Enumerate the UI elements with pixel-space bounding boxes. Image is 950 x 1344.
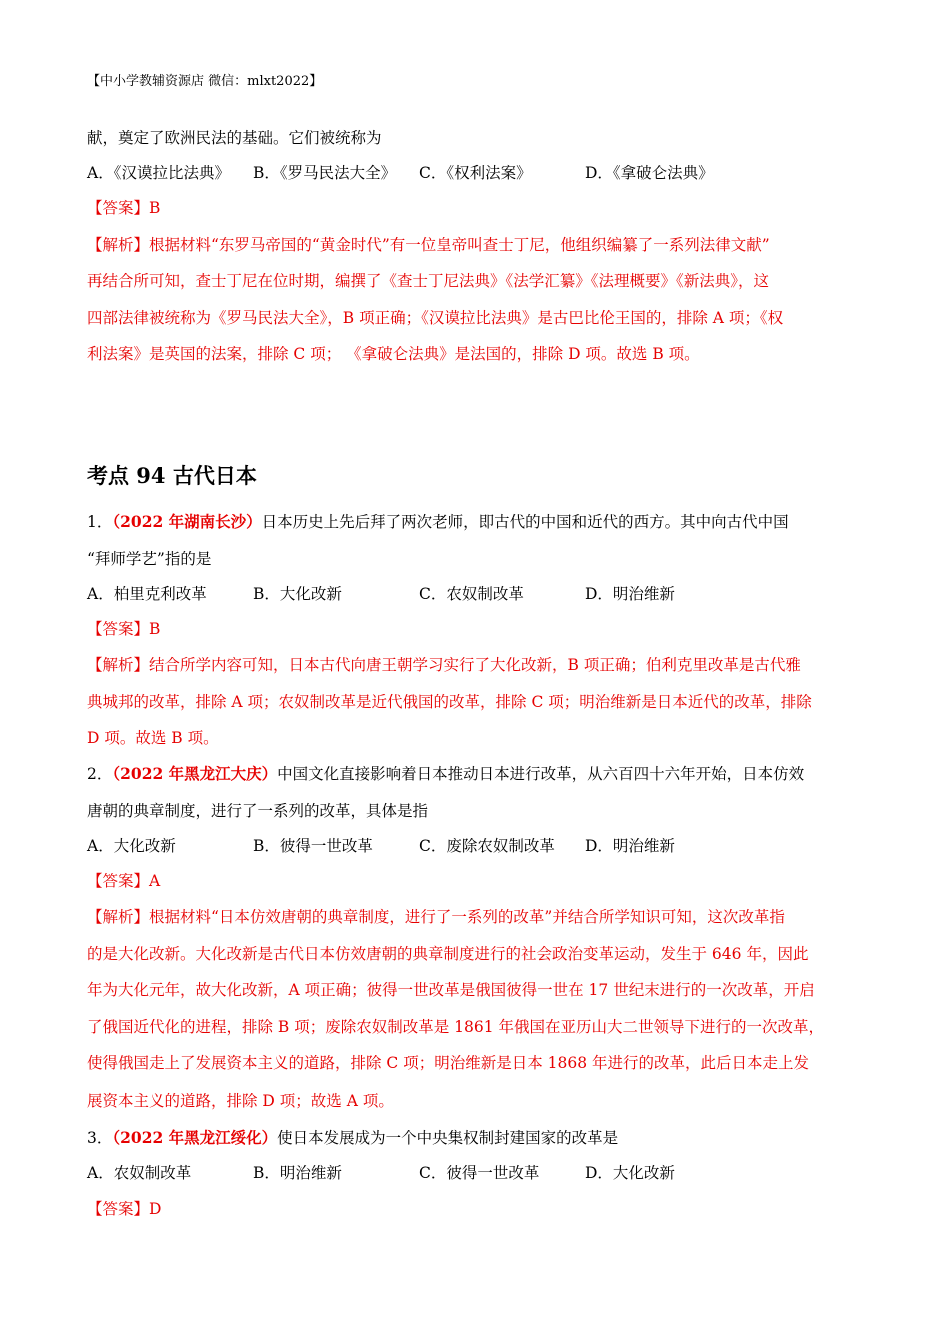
question-text: 日本历史上先后拜了两次老师，即古代的中国和近代的西方。其中向古代中国 <box>261 513 789 531</box>
question-text: 使日本发展成为一个中央集权制封建国家的改革是 <box>277 1129 619 1147</box>
option-a: A．大化改新 <box>87 837 176 855</box>
question-1-stem <box>87 512 789 532</box>
prev-stem-tail: 献，奠定了欧洲民法的基础。它们被统称为 <box>87 129 382 147</box>
question-2-options <box>87 836 675 856</box>
option-a: A．柏里克利改革 <box>87 585 207 603</box>
question-text-cont: 唐朝的典章制度，进行了一系列的改革，具体是指 <box>87 802 429 820</box>
option-a: A．《汉谟拉比法典》 <box>87 164 230 182</box>
question-text: 中国文化直接影响着日本推动日本进行改革，从六百四十六年开始，日本仿效 <box>277 765 805 783</box>
prev-analysis-line: 再结合所可知，查士丁尼在位时期，编撰了《查士丁尼法典》《法学汇纂》《法理概要》《新法典》，这 <box>87 272 770 290</box>
question-3-options <box>87 1163 675 1183</box>
question-number: 3． <box>87 1129 113 1147</box>
option-c: C．农奴制改革 <box>419 585 524 603</box>
watermark-header: 【中小学教辅资源店 微信：mlxt2022】 <box>87 74 323 89</box>
option-d: D．明治维新 <box>585 585 675 603</box>
question-2-analysis-line: 使得俄国走上了发展资本主义的道路，排除 C 项；明治维新是日本 1868 年进行的改革，此后日本走上发 <box>87 1054 810 1072</box>
question-2-analysis-line: 的是大化改新。大化改新是古代日本仿效唐朝的典章制度进行的社会政治变革运动，发生于 646 年，因此 <box>87 945 809 963</box>
question-1-analysis-line: 【解析】结合所学内容可知，日本古代向唐王朝学习实行了大化改新，B 项正确；伯利克里改革是古代雅 <box>87 656 801 674</box>
question-2-answer: 【答案】A <box>87 872 161 890</box>
prev-options <box>87 163 714 183</box>
option-a: A．农奴制改革 <box>87 1164 192 1182</box>
option-b: B．明治维新 <box>253 1164 342 1182</box>
question-text-cont: “拜师学艺”指的是 <box>87 550 212 568</box>
option-c: C．《权利法案》 <box>419 164 532 182</box>
option-b: B．彼得一世改革 <box>253 837 373 855</box>
question-2-analysis-line: 【解析】根据材料“日本仿效唐朝的典章制度，进行了一系列的改革”并结合所学知识可知，这次改革指 <box>87 908 785 926</box>
prev-analysis-line: 【解析】根据材料“东罗马帝国的“黄金时代”有一位皇帝叫查士丁尼，他组织编纂了一系列法律文献” <box>87 236 770 254</box>
question-2-analysis-line: 年为大化元年，故大化改新，A 项正确；彼得一世改革是俄国彼得一世在 17 世纪末进行的一次改革，开启 <box>87 981 815 999</box>
question-source: （2022 年湖南长沙） <box>112 512 262 531</box>
question-1-answer: 【答案】B <box>87 620 161 638</box>
section-title: 考点 94 古代日本 <box>87 463 257 488</box>
question-1-options <box>87 584 675 604</box>
option-b: B．《罗马民法大全》 <box>253 164 397 182</box>
question-number: 1． <box>87 513 113 531</box>
prev-analysis-line: 利法案》是英国的法案，排除 C 项； 《拿破仑法典》是法国的，排除 D 项。故选 B 项。 <box>87 345 700 363</box>
option-d: D．《拿破仑法典》 <box>585 164 714 182</box>
question-1-analysis-line: 典城邦的改革，排除 A 项；农奴制改革是近代俄国的改革，排除 C 项；明治维新是日本近代的改革，排除 <box>87 693 812 711</box>
question-number: 2． <box>87 765 113 783</box>
question-3-answer: 【答案】D <box>87 1200 162 1218</box>
question-2-analysis-line: 了俄国近代化的进程，排除 B 项；废除农奴制改革是 1861 年俄国在亚历山大二世领导下进行的一次改革， <box>87 1018 825 1036</box>
question-2-stem <box>87 764 804 784</box>
question-source: （2022 年黑龙江绥化） <box>112 1128 278 1147</box>
prev-answer: 【答案】B <box>87 199 161 217</box>
question-2-analysis-line: 展资本主义的道路，排除 D 项；故选 A 项。 <box>87 1092 394 1110</box>
option-c: C．废除农奴制改革 <box>419 837 555 855</box>
option-b: B．大化改新 <box>253 585 342 603</box>
question-1-analysis-line: D 项。故选 B 项。 <box>87 729 219 747</box>
option-c: C．彼得一世改革 <box>419 1164 540 1182</box>
prev-analysis-line: 四部法律被统称为《罗马民法大全》，B 项正确；《汉谟拉比法典》是古巴比伦王国的，排除 A 项；《权 <box>87 309 784 327</box>
question-source: （2022 年黑龙江大庆） <box>112 764 278 783</box>
option-d: D．明治维新 <box>585 837 675 855</box>
question-3-stem <box>87 1128 618 1148</box>
option-d: D．大化改新 <box>585 1164 675 1182</box>
